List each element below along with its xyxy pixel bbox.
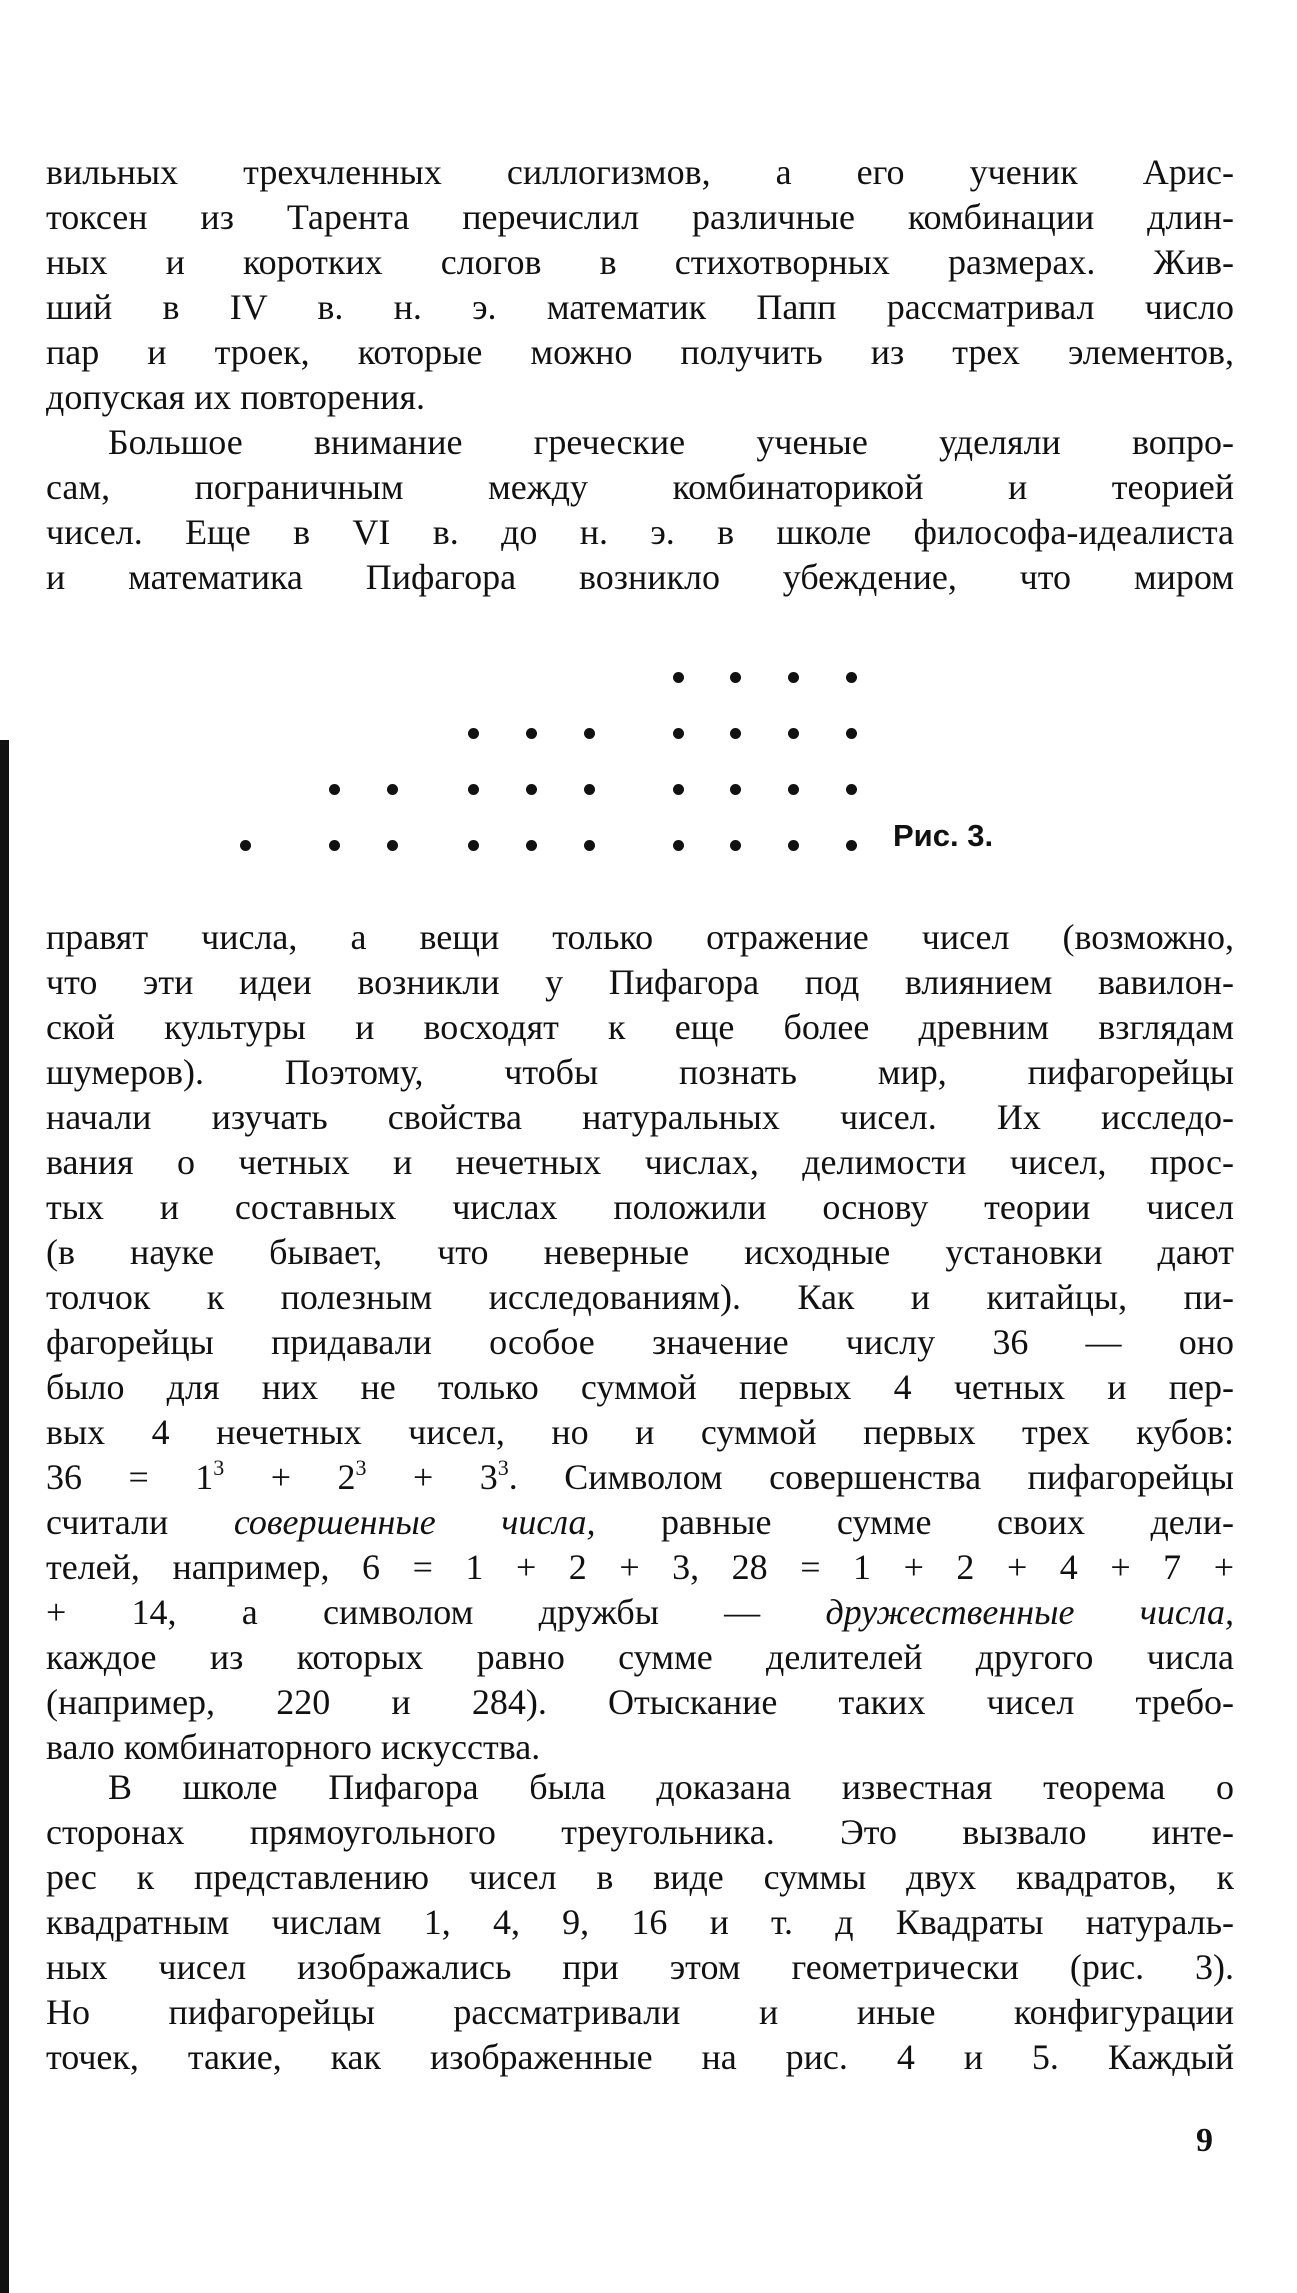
text-line: вых 4 нечетных чисел, но и суммой первых трех кубов: [46,1412,1234,1452]
figure-dot [526,728,537,739]
formula-line [46,1455,1234,1500]
figure-dot [788,728,799,739]
figure-dot [673,784,684,795]
text-line: что эти идеи возникли у Пифагора под влиянием вавилон- [46,962,1234,1002]
text-line: вильных трехчленных силлогизмов, а его ученик Арис- [46,152,1234,192]
figure-dot [730,672,741,683]
exponent: 3 [355,1455,367,1480]
figure-dot [526,784,537,795]
text-line: вало комбинаторного искусства. [46,1727,541,1767]
text-line: ший в IV в. н. э. математик Папп рассматривал число [46,287,1234,327]
text-line: Но пифагорейцы рассматривали и иные конфигурации [46,1992,1234,2032]
formula-part: 36 = 1 [46,1457,214,1497]
text-line: рес к представлению чисел в виде суммы двух квадратов, к [46,1857,1234,1897]
text-line: (например, 220 и 284). Отыскание таких чисел требо- [46,1682,1234,1722]
text-part: + 14, а символом дружбы — [46,1592,826,1632]
text-line: сторонах прямоугольного треугольника. Это вызвало инте- [46,1812,1234,1852]
page-number: 9 [1196,2122,1213,2159]
exponent: 3 [213,1455,225,1480]
figure-dot [846,728,857,739]
figure-dot [240,840,251,851]
text-line: пар и троек, которые можно получить из трех элементов, [46,332,1234,372]
text-line: тых и составных числах положили основу теории чисел [46,1187,1234,1227]
figure-dot [584,784,595,795]
figure-dot [387,784,398,795]
text-line: Большое внимание греческие ученые уделяли вопро- [108,422,1234,462]
text-line: шумеров). Поэтому, чтобы познать мир, пифагорейцы [46,1052,1234,1092]
text-part: равные сумме своих дели- [595,1502,1234,1542]
figure-dot [846,784,857,795]
text-line: квадратным числам 1, 4, 9, 16 и т. д Квадраты натураль- [46,1902,1234,1942]
text-line [46,1500,1234,1545]
formula-part: . Символом совершенства пифагорейцы [508,1457,1234,1497]
text-line: сам, пограничным между комбинаторикой и теорией [46,467,1234,507]
text-line: вания о четных и нечетных числах, делимости чисел, прос- [46,1142,1234,1182]
figure-dot [846,672,857,683]
figure-dot [584,840,595,851]
text-line: начали изучать свойства натуральных чисел. Их исследо- [46,1097,1234,1137]
figure-dot [673,672,684,683]
text-line: ных и коротких слогов в стихотворных размерах. Жив- [46,242,1234,282]
figure-dot [526,840,537,851]
text-line: точек, такие, как изображенные на рис. 4 и 5. Каждый [46,2037,1234,2077]
formula-part: + 2 [224,1457,356,1497]
text-line: токсен из Тарента перечислил различные комбинации длин- [46,197,1234,237]
text-line: чисел. Еще в VI в. до н. э. в школе философа-идеалиста [46,512,1234,552]
figure-dot [846,840,857,851]
figure-dot [329,840,340,851]
text-line: каждое из которых равно сумме делителей другого числа [46,1637,1234,1677]
text-line: ных чисел изображались при этом геометрически (рис. 3). [46,1947,1234,1987]
paragraph-2 [46,420,1234,600]
text-line: В школе Пифагора была доказана известная теорема о [108,1767,1234,1807]
text-line: правят числа, а вещи только отражение чисел (возможно, [46,917,1234,957]
figure-dot [468,728,479,739]
exponent: 3 [497,1455,509,1480]
figure-dot [788,672,799,683]
figure-dot [788,784,799,795]
italic-term: дружественные числа, [825,1592,1234,1632]
italic-term: совершенные числа, [233,1502,596,1542]
formula-part: + 3 [366,1457,498,1497]
paragraph-4 [46,1765,1234,2080]
figure-dot [730,728,741,739]
text-part: считали [46,1502,234,1542]
figure-dot [584,728,595,739]
text-line: фагорейцы придавали особое значение числу 36 — оно [46,1322,1234,1362]
figure-dot [788,840,799,851]
figure-dot [329,784,340,795]
figure-dot [673,728,684,739]
figure-dot [730,784,741,795]
paragraph-3 [46,915,1234,1770]
figure-dot [468,840,479,851]
figure-dot [387,840,398,851]
figure-caption: Рис. 3. [893,818,994,853]
text-line: ской культуры и восходят к еще более древним взглядам [46,1007,1234,1047]
text-line: и математика Пифагора возникло убеждение, что миром [46,557,1234,597]
figure-dot [673,840,684,851]
paragraph-1 [46,150,1234,420]
text-line: толчок к полезным исследованиям). Как и китайцы, пи- [46,1277,1234,1317]
figure-dot [730,840,741,851]
text-line: (в науке бывает, что неверные исходные установки дают [46,1232,1234,1272]
text-line: телей, например, 6 = 1 + 2 + 3, 28 = 1 + 2 + 4 + 7 + [46,1547,1234,1587]
text-line [46,1590,1234,1635]
text-line: допуская их повторения. [46,377,426,417]
text-line: было для них не только суммой первых 4 четных и пер- [46,1367,1234,1407]
figure-dot [468,784,479,795]
